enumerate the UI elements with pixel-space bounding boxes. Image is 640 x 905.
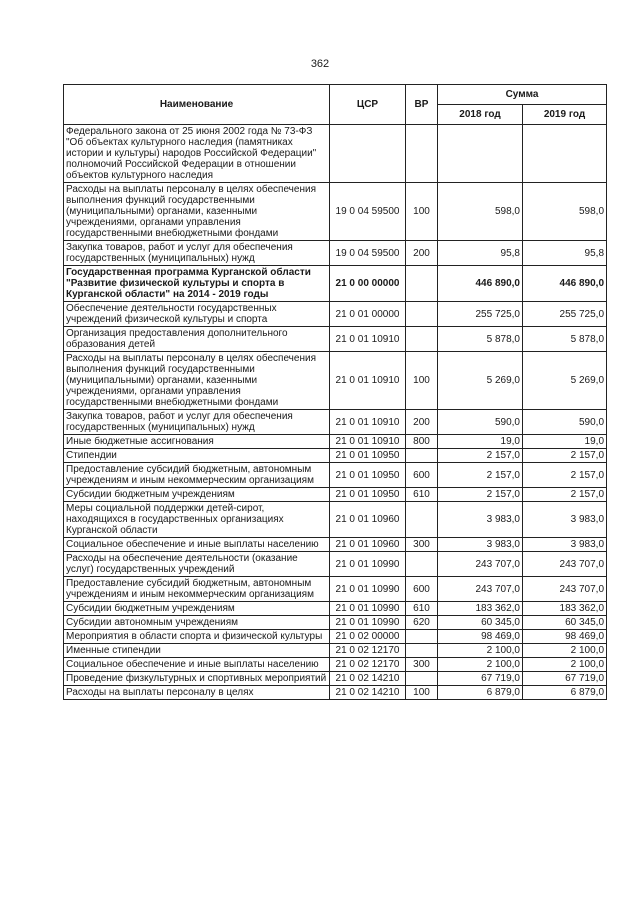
row-csr: 21 0 02 14210: [330, 686, 406, 700]
row-sum-2018: 60 345,0: [438, 616, 523, 630]
row-sum-2019: 2 100,0: [523, 644, 607, 658]
table-row: [64, 672, 607, 686]
header-year-2018: 2018 год: [438, 105, 523, 125]
header-csr: ЦСР: [330, 85, 406, 125]
header-year-2019: 2019 год: [523, 105, 607, 125]
row-name: Именные стипендии: [64, 644, 330, 658]
row-name: Расходы на выплаты персоналу в целях обеспечения выполнения функций государственными (муниципальными) органами, казенными учреждениями, органами управления государственными внебюджетными фондами: [64, 183, 330, 241]
row-vr: 100: [406, 686, 438, 700]
row-name: Стипендии: [64, 449, 330, 463]
row-vr: 610: [406, 602, 438, 616]
row-vr: [406, 327, 438, 352]
row-csr: 21 0 01 10950: [330, 449, 406, 463]
row-name: Расходы на выплаты персоналу в целях: [64, 686, 330, 700]
table-row: [64, 602, 607, 616]
row-sum-2018: 183 362,0: [438, 602, 523, 616]
row-vr: 100: [406, 183, 438, 241]
row-vr: 300: [406, 658, 438, 672]
row-name: Субсидии бюджетным учреждениям: [64, 602, 330, 616]
row-csr: 21 0 01 00000: [330, 302, 406, 327]
row-name: Субсидии автономным учреждениям: [64, 616, 330, 630]
table-row: [64, 183, 607, 241]
row-name: Меры социальной поддержки детей-сирот, находящихся в государственных организациях Курганской области: [64, 502, 330, 538]
row-name: Социальное обеспечение и иные выплаты населению: [64, 538, 330, 552]
row-vr: [406, 449, 438, 463]
table-row: [64, 352, 607, 410]
row-sum-2019: 590,0: [523, 410, 607, 435]
row-vr: 100: [406, 352, 438, 410]
row-csr: [330, 125, 406, 183]
row-name: Иные бюджетные ассигнования: [64, 435, 330, 449]
row-name: Расходы на выплаты персоналу в целях обеспечения выполнения функций государственными (муниципальными) органами, казенными учреждениями, органами управления государственными внебюджетными фондами: [64, 352, 330, 410]
row-name: Предоставление субсидий бюджетным, автономным учреждениям и иным некоммерческим организациям: [64, 577, 330, 602]
table-row: [64, 241, 607, 266]
row-sum-2018: 2 100,0: [438, 658, 523, 672]
row-csr: 21 0 01 10910: [330, 435, 406, 449]
row-csr: 21 0 02 12170: [330, 658, 406, 672]
table-row: [64, 686, 607, 700]
row-sum-2019: 2 157,0: [523, 449, 607, 463]
row-vr: [406, 644, 438, 658]
row-sum-2018: 243 707,0: [438, 577, 523, 602]
row-sum-2018: 67 719,0: [438, 672, 523, 686]
row-csr: 21 0 01 10950: [330, 463, 406, 488]
row-sum-2019: 6 879,0: [523, 686, 607, 700]
row-sum-2018: 5 878,0: [438, 327, 523, 352]
row-csr: 21 0 01 10910: [330, 352, 406, 410]
row-csr: 21 0 02 12170: [330, 644, 406, 658]
table-row: [64, 449, 607, 463]
row-vr: 600: [406, 577, 438, 602]
row-sum-2018: 6 879,0: [438, 686, 523, 700]
row-sum-2019: 5 878,0: [523, 327, 607, 352]
row-vr: [406, 302, 438, 327]
row-name: Субсидии бюджетным учреждениям: [64, 488, 330, 502]
row-sum-2019: 255 725,0: [523, 302, 607, 327]
row-sum-2018: 3 983,0: [438, 538, 523, 552]
table-header: [64, 85, 607, 125]
table-row: [64, 327, 607, 352]
row-sum-2019: 243 707,0: [523, 552, 607, 577]
table-row: [64, 616, 607, 630]
row-csr: 21 0 01 10910: [330, 327, 406, 352]
table-row: [64, 552, 607, 577]
row-sum-2018: 98 469,0: [438, 630, 523, 644]
row-vr: [406, 502, 438, 538]
row-sum-2019: 3 983,0: [523, 502, 607, 538]
row-sum-2019: [523, 125, 607, 183]
table-row: [64, 488, 607, 502]
row-sum-2018: 446 890,0: [438, 266, 523, 302]
row-sum-2018: 3 983,0: [438, 502, 523, 538]
table-row: [64, 577, 607, 602]
row-sum-2019: 446 890,0: [523, 266, 607, 302]
row-sum-2019: 67 719,0: [523, 672, 607, 686]
row-csr: 21 0 01 10960: [330, 502, 406, 538]
row-vr: 620: [406, 616, 438, 630]
table-row: [64, 435, 607, 449]
row-vr: 800: [406, 435, 438, 449]
table-row: [64, 630, 607, 644]
row-vr: [406, 125, 438, 183]
row-sum-2018: 2 100,0: [438, 644, 523, 658]
row-sum-2018: 590,0: [438, 410, 523, 435]
row-vr: [406, 672, 438, 686]
row-name: Проведение физкультурных и спортивных мероприятий: [64, 672, 330, 686]
row-name: Расходы на обеспечение деятельности (оказание услуг) государственных учреждений: [64, 552, 330, 577]
row-csr: 21 0 00 00000: [330, 266, 406, 302]
row-sum-2018: 95,8: [438, 241, 523, 266]
row-sum-2019: 183 362,0: [523, 602, 607, 616]
row-vr: 200: [406, 241, 438, 266]
row-csr: 21 0 01 10960: [330, 538, 406, 552]
row-csr: 21 0 01 10950: [330, 488, 406, 502]
row-name: Федерального закона от 25 июня 2002 года № 73-ФЗ "Об объектах культурного наследия (памятниках истории и культуры) народов Российской Федерации" полномочий Российской Федерации в отношении объектов культурного наследия: [64, 125, 330, 183]
row-name: Социальное обеспечение и иные выплаты населению: [64, 658, 330, 672]
row-csr: 21 0 02 14210: [330, 672, 406, 686]
row-csr: 19 0 04 59500: [330, 241, 406, 266]
row-name: Мероприятия в области спорта и физической культуры: [64, 630, 330, 644]
table-row: [64, 502, 607, 538]
row-vr: 600: [406, 463, 438, 488]
row-sum-2018: [438, 125, 523, 183]
row-name: Обеспечение деятельности государственных учреждений физической культуры и спорта: [64, 302, 330, 327]
table-row: [64, 125, 607, 183]
header-sum: Сумма: [438, 85, 607, 105]
row-vr: 200: [406, 410, 438, 435]
table-row: [64, 658, 607, 672]
row-sum-2019: 19,0: [523, 435, 607, 449]
row-sum-2019: 3 983,0: [523, 538, 607, 552]
row-vr: [406, 266, 438, 302]
row-sum-2018: 2 157,0: [438, 488, 523, 502]
header-vr: ВР: [406, 85, 438, 125]
row-name: Государственная программа Курганской области "Развитие физической культуры и спорта в Курганской области" на 2014 - 2019 годы: [64, 266, 330, 302]
row-sum-2019: 598,0: [523, 183, 607, 241]
page-number: 362: [310, 58, 330, 70]
row-sum-2019: 95,8: [523, 241, 607, 266]
table-row: [64, 410, 607, 435]
row-sum-2018: 255 725,0: [438, 302, 523, 327]
row-csr: 21 0 01 10910: [330, 410, 406, 435]
row-csr: 21 0 02 00000: [330, 630, 406, 644]
row-csr: 21 0 01 10990: [330, 616, 406, 630]
row-sum-2019: 98 469,0: [523, 630, 607, 644]
row-vr: [406, 552, 438, 577]
row-csr: 21 0 01 10990: [330, 577, 406, 602]
row-name: Организация предоставления дополнительного образования детей: [64, 327, 330, 352]
row-sum-2018: 243 707,0: [438, 552, 523, 577]
header-name: Наименование: [64, 85, 330, 125]
row-sum-2019: 60 345,0: [523, 616, 607, 630]
table-row: [64, 538, 607, 552]
row-sum-2018: 2 157,0: [438, 463, 523, 488]
table-row: [64, 644, 607, 658]
row-sum-2019: 2 157,0: [523, 488, 607, 502]
row-sum-2019: 2 157,0: [523, 463, 607, 488]
table-row: [64, 463, 607, 488]
row-sum-2018: 2 157,0: [438, 449, 523, 463]
row-vr: 610: [406, 488, 438, 502]
budget-table: [63, 84, 607, 700]
row-sum-2018: 5 269,0: [438, 352, 523, 410]
row-vr: 300: [406, 538, 438, 552]
row-sum-2019: 243 707,0: [523, 577, 607, 602]
table-row: [64, 302, 607, 327]
row-name: Закупка товаров, работ и услуг для обеспечения государственных (муниципальных) нужд: [64, 241, 330, 266]
table-body: [64, 125, 607, 700]
row-name: Предоставление субсидий бюджетным, автономным учреждениям и иным некоммерческим организациям: [64, 463, 330, 488]
row-sum-2018: 598,0: [438, 183, 523, 241]
row-csr: 21 0 01 10990: [330, 552, 406, 577]
row-csr: 21 0 01 10990: [330, 602, 406, 616]
table-row: [64, 266, 607, 302]
row-name: Закупка товаров, работ и услуг для обеспечения государственных (муниципальных) нужд: [64, 410, 330, 435]
row-vr: [406, 630, 438, 644]
row-sum-2019: 5 269,0: [523, 352, 607, 410]
row-csr: 19 0 04 59500: [330, 183, 406, 241]
row-sum-2019: 2 100,0: [523, 658, 607, 672]
row-sum-2018: 19,0: [438, 435, 523, 449]
